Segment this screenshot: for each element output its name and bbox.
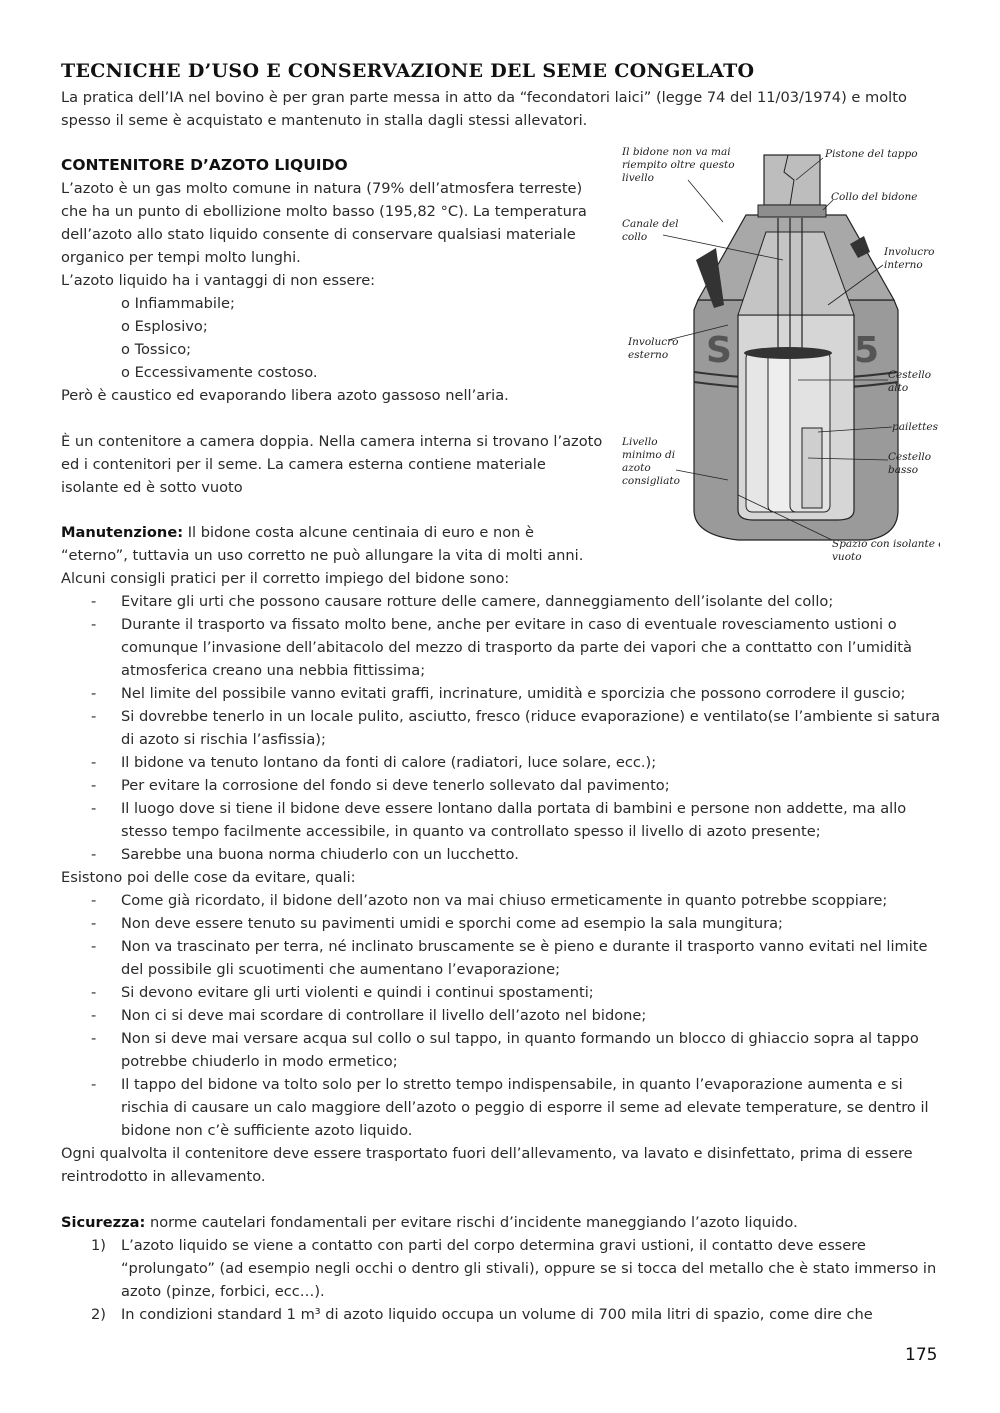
list-item: - Si dovrebbe tenerlo in un locale pulito, asciutto, fresco (riduce evaporazione) e ventilato(se l’ambiente si satura di azoto si rischia l’asfissia); — [91, 708, 941, 748]
container-illustration — [618, 140, 940, 570]
safety-list — [61, 1234, 941, 1326]
list-item: - Nel limite del possibile vanno evitati graffi, incrinature, umidità e sporcizia che possono corrodere il guscio; — [91, 685, 906, 702]
list-item: - Durante il trasporto va fissato molto bene, anche per evitare in caso di eventuale rovesciamento ustioni o comunque l’invasione dell’abitacolo del mezzo di trasporto da parte dei vapori che a conttatto con l’umidità atmosferica creano una nebbia fittissima; — [91, 616, 912, 679]
safety-paragraph — [61, 1211, 941, 1234]
label-high-basket: Cestello alto — [888, 369, 932, 394]
label-channel: Canale del collo — [622, 218, 679, 243]
label-inner-shell: Involucro interno — [884, 246, 935, 271]
label-insulation-space: Spazio con isolante e vuoto — [832, 538, 940, 563]
label-low-basket: Cestello basso — [888, 451, 932, 476]
maintenance-section — [61, 521, 941, 1326]
maintenance-text: Il bidone costa alcune centinaia di euro e non è “eterno”, tuttavia un uso corretto ne può allungare la vita di molti anni. — [61, 524, 584, 564]
list-item: - Per evitare la corrosione del fondo si deve tenerlo sollevato dal pavimento; — [91, 777, 670, 794]
nitrogen-container-section — [61, 154, 606, 499]
label-max-level: Il bidone non va mai riempito oltre questo livello — [622, 146, 735, 184]
list-item: o Tossico; — [121, 341, 192, 358]
list-item: - Non va trascinato per terra, né inclinato bruscamente se è pieno e durante il trasporto vanno evitati nel limite del possibile gli scuotimenti che aumentano l’evaporazione; — [91, 938, 928, 978]
side-letter-5: 5 — [854, 330, 880, 371]
safety-text: norme cautelari fondamentali per evitare rischi d’incidente maneggiando l’azoto liquido. — [145, 1214, 798, 1231]
double-chamber-paragraph: È un contenitore a camera doppia. Nella camera interna si trovano l’azoto ed i contenitori per il seme. La camera esterna contiene materiale isolante ed è sotto vuoto — [61, 433, 603, 496]
advice-list — [61, 590, 941, 866]
caustic-note: Però è caustico ed evaporando libera azoto gassoso nell’aria. — [61, 387, 509, 404]
list-item: - Evitare gli urti che possono causare rotture delle camere, danneggiamento dell’isolante del collo; — [91, 593, 834, 610]
maintenance-label: Manutenzione: — [61, 524, 184, 541]
list-item: - Il luogo dove si tiene il bidone deve essere lontano dalla portata di bambini e persone non addette, ma allo stesso tempo facilmente accessibile, in quanto va controllato spesso il livello di azoto presente; — [91, 800, 907, 840]
label-straws: pailettes — [892, 421, 938, 433]
label-neck: Collo del bidone — [831, 191, 918, 203]
list-item: o Eccessivamente costoso. — [121, 364, 318, 381]
list-item: 2) In condizioni standard 1 m³ di azoto liquido occupa un volume di 700 mila litri di spazio, come dire che — [91, 1306, 873, 1323]
list-item: 1) L’azoto liquido se viene a contatto con parti del corpo determina gravi ustioni, il contatto deve essere “prolungato” (ad esempio negli occhi o dentro gli stivali), oppure se si tocca del metallo che è stato immerso in azoto (pinze, forbici, ecc…). — [91, 1237, 937, 1300]
label-min-level: Livello minimo di azoto consigliato — [622, 436, 680, 487]
label-piston: Pistone del tappo — [825, 148, 918, 160]
advice-intro: Alcuni consigli pratici per il corretto impiego del bidone sono: — [61, 570, 510, 587]
list-item: - Non deve essere tenuto su pavimenti umidi e sporchi come ad esempio la sala mungitura; — [91, 915, 783, 932]
safety-label: Sicurezza: — [61, 1214, 146, 1231]
list-item: - Si devono evitare gli urti violenti e quindi i continui spostamenti; — [91, 984, 594, 1001]
page-number: 175 — [905, 1345, 938, 1365]
nitrogen-description: L’azoto è un gas molto comune in natura (79% dell’atmosfera terreste) che ha un punto di ebollizione molto basso (195,82 °C). La temperatura dell’azoto allo stato liquido consente di conservare qualsiasi materiale organico per tempi molto lunghi. — [61, 180, 587, 266]
avoid-list — [61, 889, 941, 1142]
closing-paragraph: Ogni qualvolta il contenitore deve essere trasportato fuori dell’allevamento, va lavato e disinfettato, prima di essere reintrodotto in allevamento. — [61, 1145, 913, 1185]
advantages-list — [61, 292, 606, 384]
list-item: - Come già ricordato, il bidone dell’azoto non va mai chiuso ermeticamente in quanto potrebbe scoppiare; — [91, 892, 888, 909]
section-heading: CONTENITORE D’AZOTO LIQUIDO — [61, 156, 348, 174]
avoid-intro: Esistono poi delle cose da evitare, quali: — [61, 869, 356, 886]
intro-paragraph: La pratica dell’IA nel bovino è per gran parte messa in atto da “fecondatori laici” (legge 74 del 11/03/1974) e molto spesso il seme è acquistato e mantenuto in stalla dagli stessi allevatori. — [61, 89, 907, 129]
side-letter-s: S — [706, 330, 732, 371]
advantages-intro: L’azoto liquido ha i vantaggi di non essere: — [61, 272, 376, 289]
list-item: - Non si deve mai versare acqua sul collo o sul tappo, in quanto formando un blocco di ghiaccio sopra al tappo potrebbe chiuderlo in modo ermetico; — [91, 1030, 919, 1070]
maintenance-paragraph — [61, 521, 601, 567]
nitrogen-container-diagram — [618, 140, 940, 570]
list-item: o Infiammabile; — [121, 295, 235, 312]
list-item: - Il bidone va tenuto lontano da fonti di calore (radiatori, luce solare, ecc.); — [91, 754, 657, 771]
list-item: o Esplosivo; — [121, 318, 208, 335]
label-outer-shell: Involucro esterno — [628, 336, 679, 361]
page-title: TECNICHE D’USO E CONSERVAZIONE DEL SEME CONGELATO — [61, 60, 755, 82]
list-item: - Il tappo del bidone va tolto solo per lo stretto tempo indispensabile, in quanto l’evaporazione aumenta e si rischia di causare un calo maggiore dell’azoto o peggio di esporre il seme ad elevate temperature, se dentro il bidone non c’è sufficiente azoto liquido. — [91, 1076, 929, 1139]
list-item: - Sarebbe una buona norma chiuderlo con un lucchetto. — [91, 846, 519, 863]
list-item: - Non ci si deve mai scordare di controllare il livello dell’azoto nel bidone; — [91, 1007, 647, 1024]
